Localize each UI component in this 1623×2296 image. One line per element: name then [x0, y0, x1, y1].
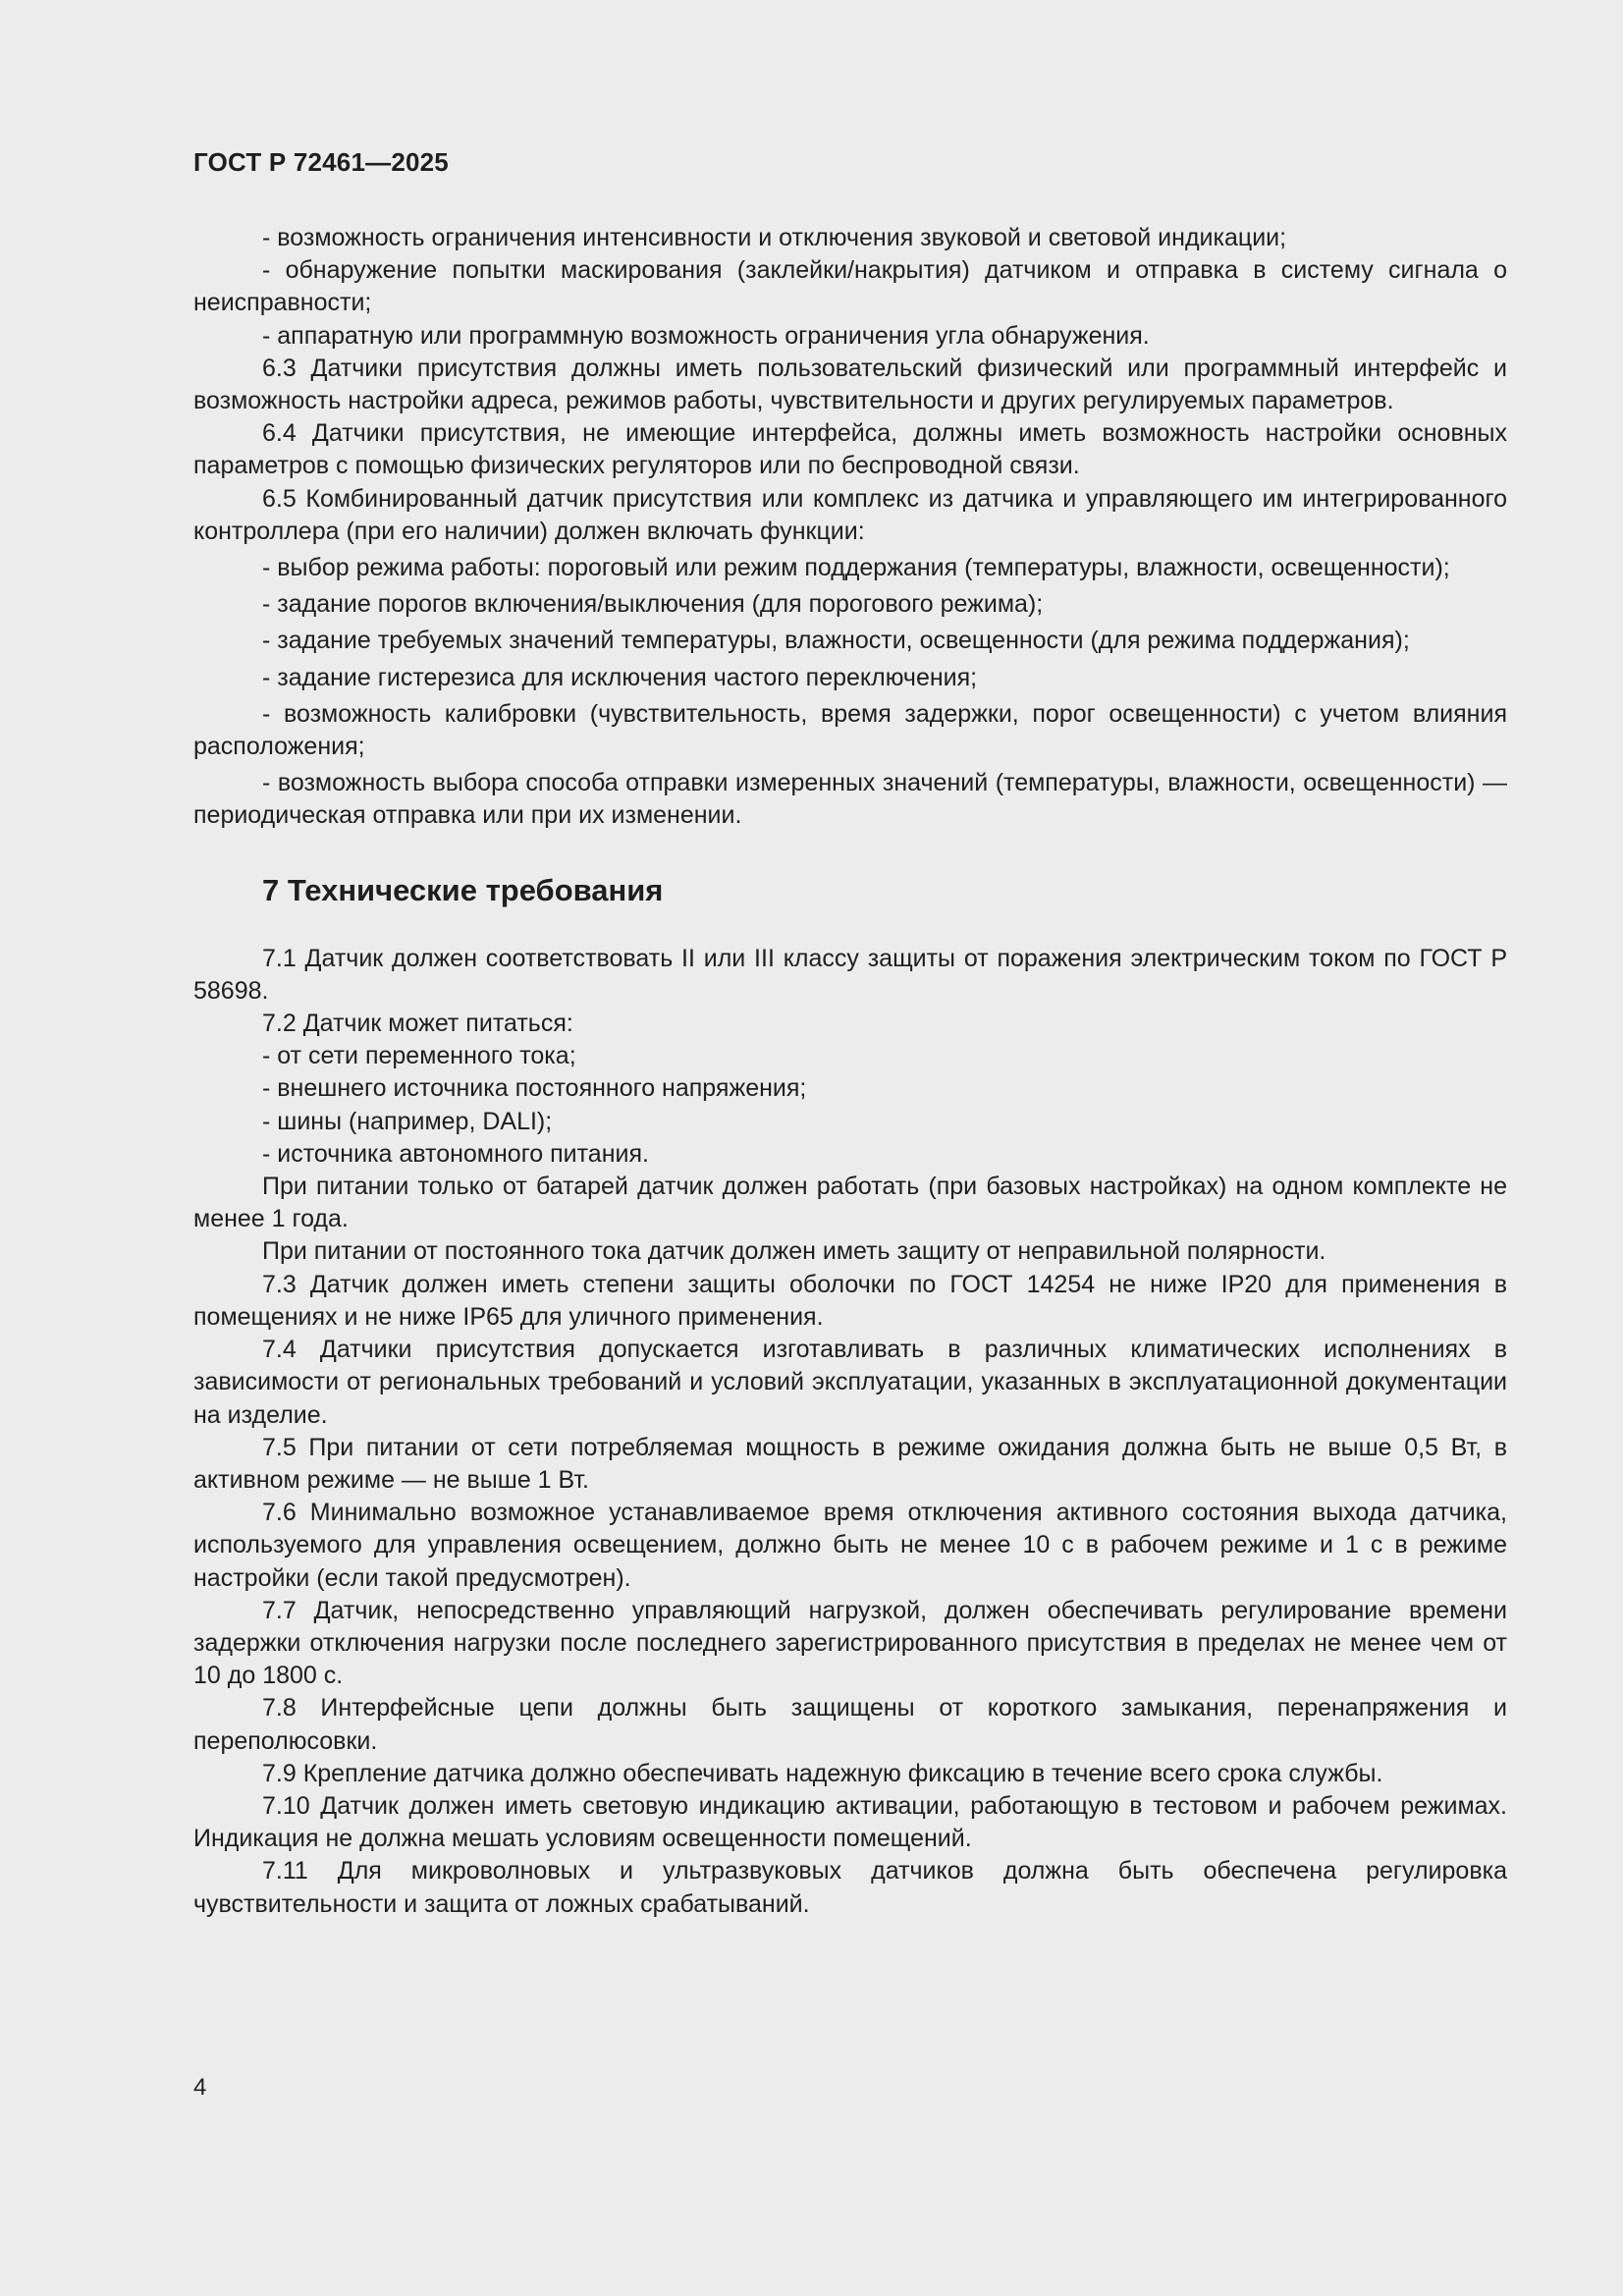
section-title: 7 Технические требования	[262, 872, 664, 907]
list-item: - задание требуемых значений температуры, влажности, освещенности (для режима поддержания);	[262, 627, 1410, 655]
document-body	[193, 222, 1507, 1921]
paragraph: При питании только от батарей датчик должен работать (при базовых настройках) на одном комплекте не менее 1 года.	[193, 1173, 1507, 1233]
list-item: - возможность ограничения интенсивности и отключения звуковой и световой индикации;	[262, 224, 1287, 251]
paragraph: 6.3 Датчики присутствия должны иметь пользовательский физический или программный интерфейс и возможность настройки адреса, режимов работы, чувствительности и других регулируемых параметров.	[193, 354, 1507, 415]
paragraph: 7.8 Интерфейсные цепи должны быть защищены от короткого замыкания, перенапряжения и переполюсовки.	[193, 1694, 1507, 1755]
paragraph: 7.9 Крепление датчика должно обеспечивать надежную фиксацию в течение всего срока службы.	[262, 1759, 1383, 1787]
paragraph: 6.5 Комбинированный датчик присутствия или комплекс из датчика и управляющего им интегрированного контроллера (при его наличии) должен включать функции:	[193, 484, 1507, 545]
page-number: 4	[193, 2074, 207, 2101]
paragraph: 7.3 Датчик должен иметь степени защиты оболочки по ГОСТ 14254 не ниже IP20 для применения в помещениях и не ниже IP65 для уличного применения.	[193, 1270, 1507, 1331]
list-item: - от сети переменного тока;	[262, 1042, 576, 1070]
paragraph: 6.4 Датчики присутствия, не имеющие интерфейса, должны иметь возможность настройки основных параметров с помощью физических регуляторов или по беспроводной связи.	[193, 419, 1507, 480]
list-item: - возможность выбора способа отправки измеренных значений (температуры, влажности, освещенности) — периодическая отправка или при их изменении.	[193, 769, 1507, 830]
paragraph: 7.1 Датчик должен соответствовать II или III классу защиты от поражения электрическим током по ГОСТ Р 58698.	[193, 944, 1507, 1005]
paragraph: 7.7 Датчик, непосредственно управляющий нагрузкой, должен обеспечивать регулирование времени задержки отключения нагрузки после последнего зарегистрированного присутствия в пределах не менее чем от 10 до 1800 с.	[193, 1596, 1507, 1690]
list-item: - задание гистерезиса для исключения частого переключения;	[262, 663, 978, 691]
list-item: - внешнего источника постоянного напряжения;	[262, 1074, 807, 1103]
paragraph: 7.4 Датчики присутствия допускается изготавливать в различных климатических исполнениях в зависимости от региональных требований и условий эксплуатации, указанных в эксплуатационной документации на изделие.	[193, 1336, 1507, 1429]
paragraph: 7.5 При питании от сети потребляемая мощность в режиме ожидания должна быть не выше 0,5 Вт, в активном режиме — не выше 1 Вт.	[193, 1433, 1507, 1494]
paragraph: При питании от постоянного тока датчик должен иметь защиту от неправильной полярности.	[262, 1237, 1326, 1266]
list-item: - возможность калибровки (чувствительность, время задержки, порог освещенности) с учетом влияния расположения;	[193, 699, 1507, 761]
list-item: - источника автономного питания.	[262, 1139, 649, 1168]
paragraph: 7.6 Минимально возможное устанавливаемое время отключения активного состояния выхода датчика, используемого для управления освещением, должно быть не менее 10 с в рабочем режиме и 1 с в режиме настройки (если такой предусмотрен).	[193, 1499, 1507, 1592]
list-item: - шины (например, DALI);	[262, 1107, 553, 1135]
list-item: - задание порогов включения/выключения (для порогового режима);	[262, 590, 1044, 619]
paragraph: 7.2 Датчик может питаться:	[262, 1010, 573, 1038]
list-item: - выбор режима работы: пороговый или режим поддержания (температуры, влажности, освещенности);	[262, 554, 1450, 582]
document-header: ГОСТ Р 72461—2025	[193, 147, 449, 177]
paragraph: 7.11 Для микроволновых и ультразвуковых датчиков должна быть обеспечена регулировка чувствительности и защита от ложных срабатываний.	[193, 1857, 1507, 1918]
list-item: - обнаружение попытки маскирования (заклейки/накрытия) датчиком и отправка в систему сигнала о неисправности;	[193, 256, 1507, 317]
paragraph: 7.10 Датчик должен иметь световую индикацию активации, работающую в тестовом и рабочем режимах. Индикация не должна мешать условиям освещенности помещений.	[193, 1791, 1507, 1853]
list-item: - аппаратную или программную возможность ограничения угла обнаружения.	[262, 321, 1150, 350]
